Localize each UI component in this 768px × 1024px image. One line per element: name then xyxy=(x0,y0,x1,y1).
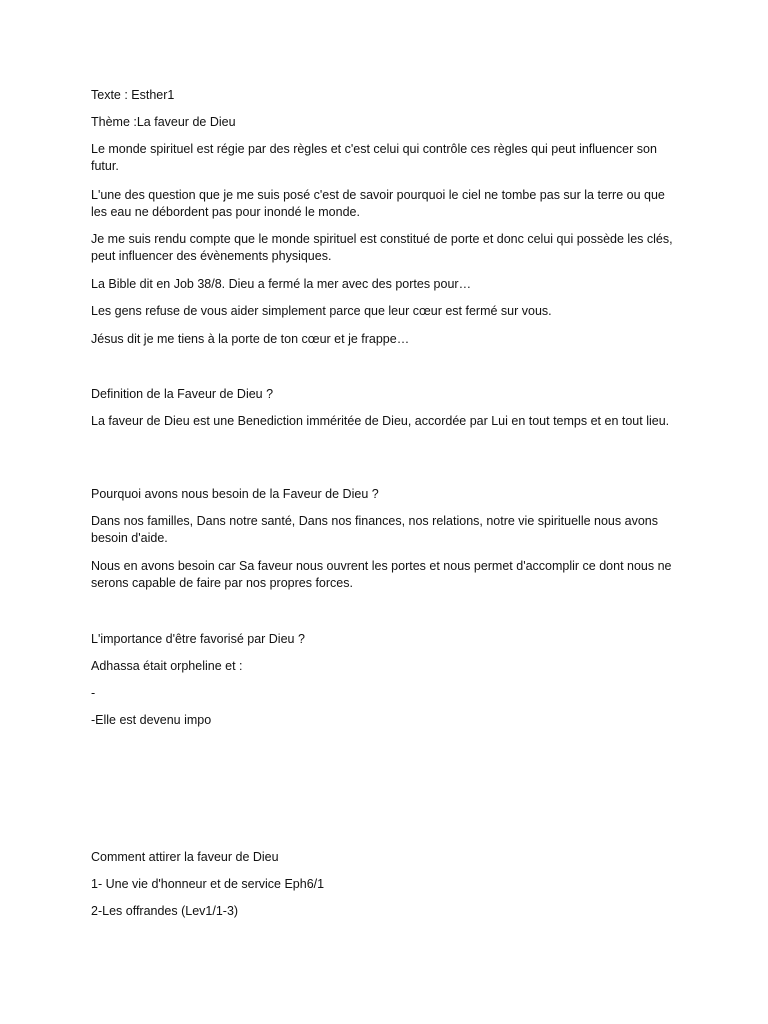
importance-line: -Elle est devenu impo xyxy=(91,713,212,727)
attract-item: 1- Une vie d'honneur et de service Eph6/1 xyxy=(91,877,325,891)
intro-paragraph: L'une des question que je me suis posé c'est de savoir pourquoi le ciel ne tombe pas sur la terre ou que les eau ne débordent pas pour inondé le monde. xyxy=(91,188,665,219)
intro-paragraph: Le monde spirituel est régie par des règles et c'est celui qui contrôle ces règles qui peut influencer son futur. xyxy=(91,142,657,173)
definition-heading: Definition de la Faveur de Dieu ? xyxy=(91,387,274,401)
intro-paragraph: Je me suis rendu compte que le monde spirituel est constitué de porte et donc celui qui possède les clés, peut influencer des évènements physiques. xyxy=(91,232,673,263)
text-reference: Texte : Esther1 xyxy=(91,88,175,102)
importance-line: Adhassa était orpheline et : xyxy=(91,659,243,673)
intro-paragraph: Jésus dit je me tiens à la porte de ton cœur et je frappe… xyxy=(91,332,410,346)
theme-line: Thème :La faveur de Dieu xyxy=(91,115,236,129)
intro-paragraph: Les gens refuse de vous aider simplement parce que leur cœur est fermé sur vous. xyxy=(91,304,552,318)
attract-item: 2-Les offrandes (Lev1/1-3) xyxy=(91,904,239,918)
why-heading: Pourquoi avons nous besoin de la Faveur de Dieu ? xyxy=(91,487,379,501)
importance-line: - xyxy=(91,686,96,700)
intro-paragraph: La Bible dit en Job 38/8. Dieu a fermé la mer avec des portes pour… xyxy=(91,277,472,291)
why-paragraph: Dans nos familles, Dans notre santé, Dans nos finances, nos relations, notre vie spirituelle nous avons besoin d'aide. xyxy=(91,514,658,545)
importance-heading: L'importance d'être favorisé par Dieu ? xyxy=(91,632,305,646)
definition-text: La faveur de Dieu est une Benediction imméritée de Dieu, accordée par Lui en tout temps et en tout lieu. xyxy=(91,414,670,428)
why-paragraph: Nous en avons besoin car Sa faveur nous ouvrent les portes et nous permet d'accomplir ce dont nous ne serons capable de faire par nos propres forces. xyxy=(91,559,672,590)
attract-heading: Comment attirer la faveur de Dieu xyxy=(91,850,279,864)
